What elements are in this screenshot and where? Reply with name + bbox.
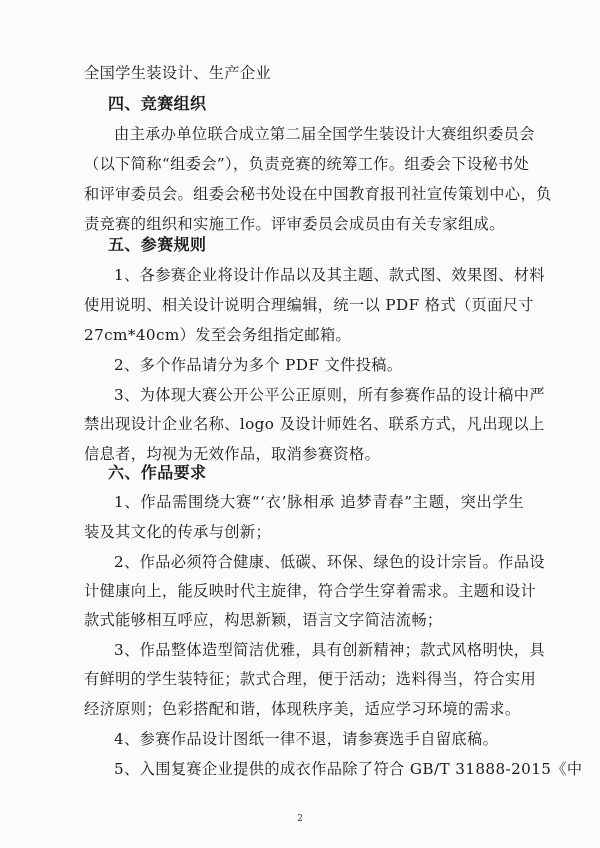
paragraph-line: 和评审委员会。组委会秘书处设在中国教育报刊社宣传策划中心，负 — [84, 185, 552, 203]
paragraph-line: 1、各参赛企业将设计作品以及其主题、款式图、效果图、材料 — [114, 266, 545, 284]
paragraph-line: 3、为体现大赛公开公平公正原则，所有参赛作品的设计稿中严 — [114, 386, 545, 404]
paragraph-line: 经济原则；色彩搭配和谐，体现秩序美，适应学习环境的需求。 — [84, 700, 521, 718]
section-heading-requirements: 六、作品要求 — [108, 463, 207, 482]
paragraph-line: 使用说明、相关设计说明合理编辑，统一以 PDF 格式（页面尺寸 — [84, 296, 534, 314]
paragraph-line: 由主承办单位联合成立第二届全国学生装设计大赛组织委员会 — [114, 125, 535, 143]
section-heading-organization: 四、竞赛组织 — [108, 94, 207, 113]
paragraph-line: 责竞赛的组织和实施工作。评审委员会成员由有关专家组成。 — [84, 215, 505, 233]
paragraph-line: （以下简称“组委会”），负责竞赛的统筹工作。组委会下设秘书处 — [84, 155, 530, 173]
paragraph-line: 有鲜明的学生装特征；款式合理，便于活动；选料得当，符合实用 — [84, 670, 537, 688]
text-line-org-continued: 全国学生装设计、生产企业 — [84, 64, 272, 82]
paragraph-line: 3、作品整体造型简洁优雅，具有创新精神；款式风格明快，具 — [114, 641, 545, 659]
paragraph-line: 禁出现设计企业名称、logo 及设计师姓名、联系方式，凡出现以上 — [84, 415, 545, 433]
paragraph-line: 计健康向上，能反映时代主旋律，符合学生穿着需求。主题和设计 — [84, 582, 537, 600]
paragraph-line: 信息者，均视为无效作品，取消参赛资格。 — [84, 445, 381, 463]
section-heading-rules: 五、参赛规则 — [108, 235, 207, 254]
paragraph-line: 2、多个作品请分为多个 PDF 文件投稿。 — [114, 356, 403, 374]
paragraph-line: 款式能够相互呼应，构思新颖，语言文字简洁流畅； — [84, 611, 443, 629]
paragraph-line: 27cm*40cm）发至会务组指定邮箱。 — [84, 326, 352, 344]
paragraph-line: 1、作品需围绕大赛“‘衣’脉相承 追梦青春”主题，突出学生 — [114, 493, 524, 511]
paragraph-line: 2、作品必须符合健康、低碳、环保、绿色的设计宗旨。作品设 — [114, 553, 545, 571]
paragraph-line: 4、参赛作品设计图纸一律不退，请参赛选手自留底稿。 — [114, 730, 499, 748]
paragraph-line: 5、入围复赛企业提供的成衣作品除了符合 GB/T 31888-2015《中 — [114, 760, 583, 778]
paragraph-line: 装及其文化的传承与创新； — [84, 523, 272, 541]
page-number: 2 — [297, 814, 303, 824]
